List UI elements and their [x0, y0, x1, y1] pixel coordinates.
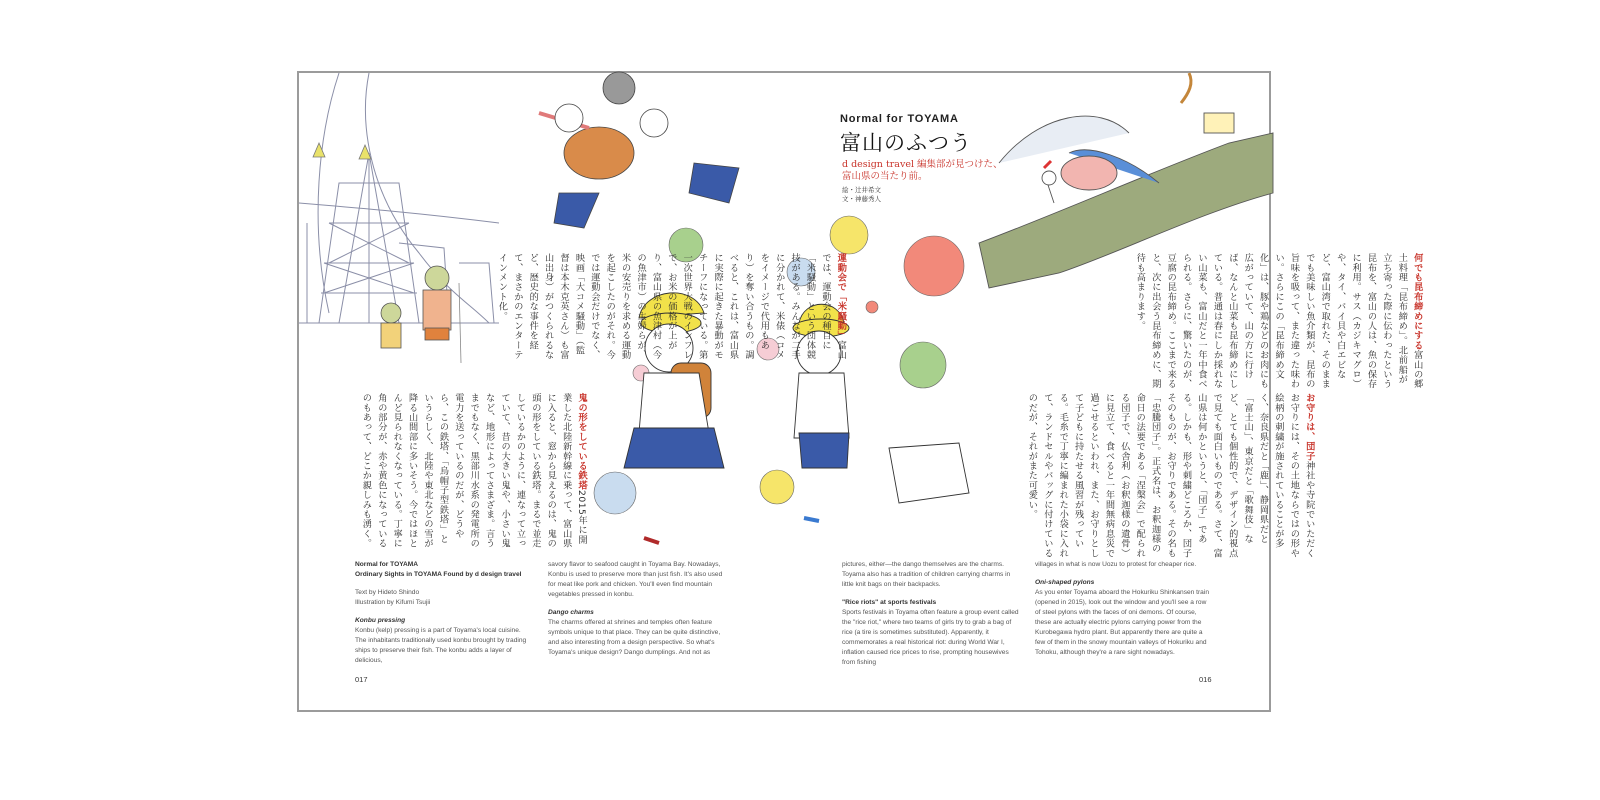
dango-body: 神社や寺院でいただくお守りには、その土地ならではの形や絵柄の刺繍が施されていることが多く、奈良県だと「鹿」、静岡県だと「富士山」、東京だと「歌舞伎」など、とても個性的で、デザイン的視点で見ても面白いものである。さて、富山県は何かというと、「団子」である。しかも、形や刺繍どころか、団子そのものが、お守りである。その名も「忠騰団子」。正式名は、お釈迦様の命日の法要である「涅槃会」で配られる団子で、仏舎利（お釈迦様の遺骨）に見立て、食べると一年間無病息災で過ごせるといわれ、また、お守りとして子どもに持たせる風習が残っている。毛糸で丁寧に編まれた小袋に入れて、ランドセルやバッグに付けているのだが、それがまた可愛い。 — [1026, 393, 1315, 558]
dango-column — [1024, 393, 1317, 561]
english-col2-body: savory flavor to seafood caught in Toyama Bay. Nowadays, Konbu is used to preserve more than just fish. It's also used for meat like pork and chicken. You'll even find mountain vegetables pressed in konbu. — [548, 561, 723, 598]
english-header-1: Normal for TOYAMA — [355, 561, 419, 568]
oni-pylon-heading: 鬼の形をしている鉄塔 — [576, 393, 588, 490]
konbu-heading: 何でも昆布締めにする — [1411, 253, 1423, 350]
dango-heading: お守りは、団子 — [1303, 393, 1315, 461]
rice-riot-body: 富山では、運動会の種目に「米騒動」という団体競技がある。みんなが二手に分かれて、米俵（コメをイメージで代用もあり）を奪い合うもの。調べると、これは、富山県に実際に起きた暴動がモチーフになっている。第一次世界大戦のインフレで、お米の価格が上がり、富山県の魚津村（今の魚津市）の主婦らが、米の安売りを求める運動を起こしたのがそれ。今では運動会だけでなく、映画「大コメ騒動」（監督は本木克英さん）も富山出身）がつくられるなど、歴史的な事件を経て、まさかのエンターテインメント化。 — [496, 253, 847, 360]
konbu-column — [1132, 253, 1425, 393]
english-column-2 — [548, 560, 724, 658]
english-header-2: Ordinary Sights in TOYAMA Found by d design travel — [355, 571, 522, 578]
page-number-left: 017 — [355, 675, 368, 684]
page-number-right: 016 — [1199, 675, 1212, 684]
english-column-3 — [842, 560, 1020, 668]
oni-pylon-column — [358, 393, 589, 553]
credit-text: 文・神藤秀人 — [842, 195, 881, 203]
oni-pylon-body: 2015年に開業した北陸新幹線に乗って、富山県に入ると、窓から見えるのは、鬼の頭の形をしている鉄塔。まるで並走しているかのように、連なって立っていて、昔の大きい鬼や、小さい鬼など、地形によってさまざま。言うまでもなく、黒部川水系の発電所の電力を送っているのだが、どうやら、この鉄塔、「烏帽子型鉄塔」というらしく、北陸や東北などの雪が降る山間部に多いそう。今ではほとんど見られなくなっている。丁寧に角の部分が、赤や黄色になっているのもあって、どこか親しみも湧く。 — [360, 393, 588, 549]
oni-en-title: Oni-shaped pylons — [1035, 579, 1095, 586]
konbu-body: 富山の郷土料理「昆布締め」。北前船が立ち寄った際に伝わったという昆布を、富山の人は、魚の保存に利用。サス（カジキマグロ）や、タイ、バイ貝や白エビなど、富山湾で取れた、そのままでも美味しい魚介類が、昆布の旨味を吸って、また違った味わい。さらにこの「昆布締め文化」は、豚や鶏などのお肉にも広がっていて、山の方に行けば、なんと山菜も昆布締めにしている。普通は春にしか採れない山菜も、富山だと一年中食べられる。さらに、驚いたのが、豆腐の昆布締め。ここまで来ると、次に出会う昆布締めに、期待も高まります。 — [1134, 253, 1423, 389]
magazine-spread — [297, 71, 1423, 712]
rice-riot-illustration — [539, 72, 739, 228]
english-col3-body: pictures, either—the dango themselves are the charms. Toyama also has a tradition of children carrying charms in little knit bags on their backpacks. — [842, 561, 1011, 588]
page-title: 富山のふつう — [840, 131, 972, 155]
oni-children-illustration — [381, 266, 461, 363]
rice-riot-column — [494, 253, 848, 363]
english-col4-body: villages in what is now Uozu to protest for cheaper rice. — [1035, 561, 1197, 568]
rice-en-body: Sports festivals in Toyama often feature a group event called the "rice riot," where two teams of girls try to grab a bag of rice (a tire is sometimes substituted). Apparently, it commemorates a real historical riot: during World War I, inflation caused rice prices to rise, prompting housewives from fishing — [842, 609, 1019, 666]
english-credit-1: Text by Hideto Shindo — [355, 589, 420, 596]
dango-en-body: The charms offered at shrines and temples often feature symbols unique to that place. They can be quite distinctive, and also interesting from a design perspective. So what's Toyama's unique design? Dango dumplings. And not as — [548, 619, 721, 656]
konbu-en-body: Konbu (kelp) pressing is a part of Toyama's local cuisine. The inhabitants traditionally used konbu brought by trading ships to preserve their fish. The konbu adds a layer of delicious, — [355, 627, 527, 664]
rice-riot-heading: 運動会で「米騒動」 — [835, 253, 847, 341]
oni-en-body: As you enter Toyama aboard the Hokuriku Shinkansen train (opened in 2015), look out the window and you'll see a row of steel pylons with the faces of oni demons. Of course, these are actually electric pylons carrying power from the Kurobegawa hydro plant. But apparently there are quite a few of them in the snowy mountain valleys of Hokuriku and Tohoku, although they're a rare sight nowadays. — [1035, 589, 1209, 656]
dango-en-title: Dango charms — [548, 609, 594, 616]
title-english: Normal for TOYAMA — [840, 113, 959, 125]
subtitle-2: 富山県の当たり前。 — [842, 171, 928, 182]
english-column-4 — [1035, 560, 1213, 658]
konbu-en-title: Konbu pressing — [355, 617, 406, 624]
english-credit-2: Illustration by Kifumi Tsujii — [355, 599, 431, 606]
credit-illustration: 絵・辻井希文 — [842, 186, 881, 194]
english-column-1 — [355, 560, 533, 666]
subtitle-1: d design travel 編集部が見つけた、 — [842, 159, 1003, 170]
oni-crown-icons — [313, 143, 371, 159]
oni-pylon-illustration — [299, 73, 499, 323]
rice-en-title: "Rice riots" at sports festivals — [842, 599, 937, 606]
